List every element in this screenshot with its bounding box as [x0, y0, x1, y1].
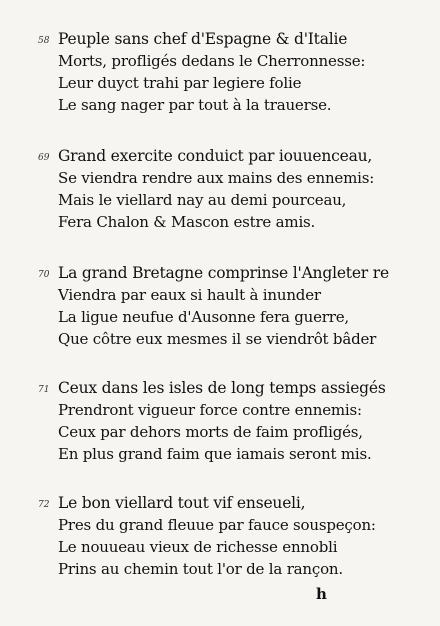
verse-line: Le bon viellard tout vif enseueli,	[58, 494, 306, 512]
quatrain-lines	[58, 262, 428, 350]
quatrain-lines	[58, 492, 428, 580]
verse-line: Prendront vigueur force contre ennemis:	[58, 401, 362, 419]
verse-line: Que côtre eux mesmes il se viendrôt bâder	[58, 330, 377, 348]
quatrain-number: 71	[38, 385, 50, 395]
verse-line: Viendra par eaux si hault à inunder	[58, 286, 321, 304]
verse-line: Leur duyct trahi par legiere folie	[58, 74, 302, 92]
verse-line: En plus grand faim que iamais seront mis.	[58, 445, 372, 463]
verse-line: Fera Chalon & Mascon estre amis.	[58, 213, 316, 231]
verse-line: Ceux par dehors morts de faim profligés,	[58, 423, 363, 441]
quatrain-lines	[58, 28, 428, 116]
quatrain-number: 72	[38, 500, 50, 510]
quatrain-number: 58	[38, 36, 50, 46]
verse-line: La grand Bretagne comprinse l'Angleter re	[58, 264, 389, 282]
verse-line: Prins au chemin tout l'or de la rançon.	[58, 560, 343, 578]
quatrain-number: 70	[38, 270, 50, 280]
verse-line: Se viendra rendre aux mains des ennemis:	[58, 169, 375, 187]
quatrain-number: 69	[38, 153, 50, 163]
verse-line: Grand exercite conduict par iouuenceau,	[58, 147, 373, 165]
quatrain-lines	[58, 377, 428, 465]
verse-line: Morts, profligés dedans le Cherronnesse:	[58, 52, 366, 70]
verse-line: Le sang nager par tout à la trauerse.	[58, 96, 332, 114]
verse-line: Pres du grand fleuue par fauce souspeçon:	[58, 516, 376, 534]
quatrain-lines	[58, 145, 428, 233]
verse-line: Ceux dans les isles de long temps assiegés	[58, 379, 386, 397]
verse-line: Le nouueau vieux de richesse ennobli	[58, 538, 338, 556]
signature-mark: h	[316, 585, 327, 603]
verse-line: La ligue neufue d'Ausonne fera guerre,	[58, 308, 349, 326]
verse-line: Mais le viellard nay au demi pourceau,	[58, 191, 347, 209]
verse-line: Peuple sans chef d'Espagne & d'Italie	[58, 30, 348, 48]
